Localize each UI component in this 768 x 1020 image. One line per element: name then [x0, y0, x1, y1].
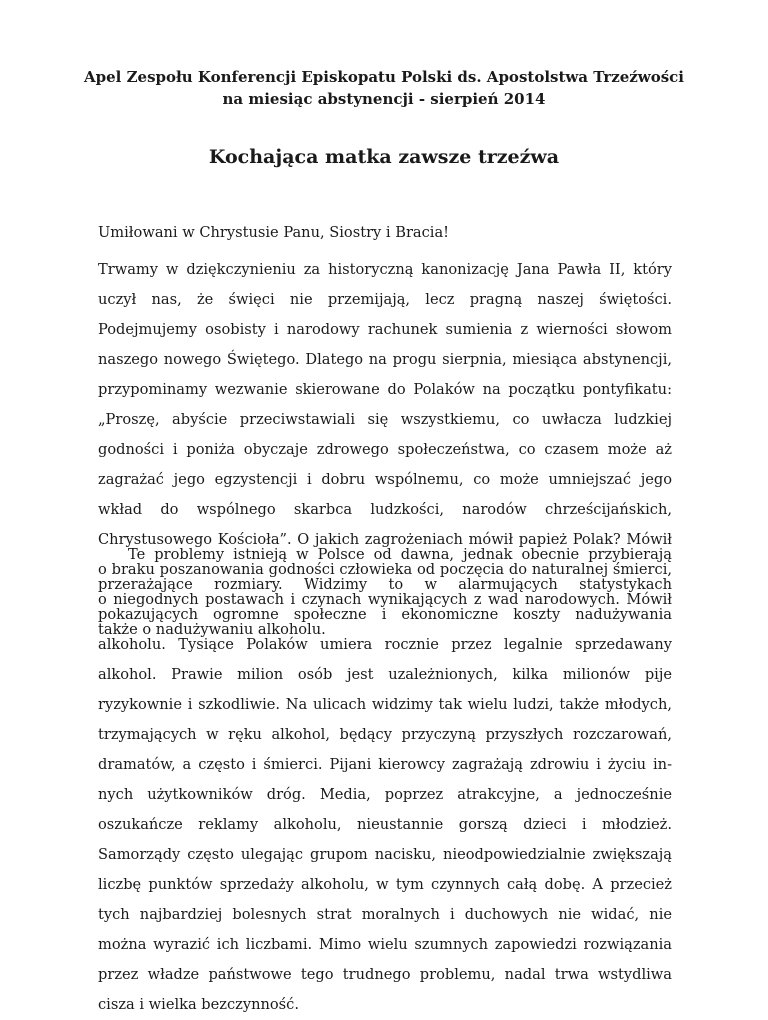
salutation: Umiłowani w Chrystusie Panu, Siostry i Bracia! — [98, 224, 450, 241]
document-title: Kochająca matka zawsze trzeźwa — [208, 146, 560, 168]
paragraph-1: Trwamy w dziękczynieniu za historyczną kanonizację Jana Pawła II, który uczył nas, że święci nie przemijają, lecz pragną naszej świętości. Podejmujemy osobisty i narodowy rachunek sumienia z wierności słowom naszego nowego Świętego. Dlatego na progu sierpnia, miesiąca abstynencji, przypominamy wezwanie skierowane do Polaków na początku pontyfikatu: „Proszę, abyście przeciwstawiali się wszystkiemu, co uwłacza ludzkiej godności i poniża obyczaje zdrowego społeczeństwa, co czasem może aż zagrażać jego egzystencji i dobru wspólnemu, co może umniejszać jego wkład do wspólnego skarbca ludzkości, narodów chrześcijańskich, Chrystusowego Kościoła”. O jakich zagrożeniach mówił papież Polak? Mówił o braku poszanowania godności człowieka od poczęcia do naturalnej śmierci, o niegodnych postawach i czynach wynikających z wad narodowych. Mówił także o nadużywaniu alkoholu. — [98, 261, 672, 638]
paragraph-2: Te problemy istnieją w Polsce od dawna, jednak obecnie przybierają przerażające rozmiary. Widzimy to w alarmujących statystykach pokazujących ogromne społeczne i ekonomiczne koszty nadużywania alkoholu. Tysiące Polaków umiera rocznie przez legalnie sprzedawany alkohol. Prawie milion osób jest uzależnionych, kilka milionów pije ryzykownie i szkodliwie. Na ulicach widzimy tak wielu ludzi, także młodych, trzymających w ręku alkohol, będący przyczyną przyszłych rozczarowań, dramatów, a często i śmierci. Pijani kierowcy zagrażają zdrowiu i życiu innych użytkowników dróg. Media, poprzez atrakcyjne, a jednocześnie oszukańcze reklamy alkoholu, nieustannie gorszą dzieci i młodzież. Samorządy często ulegając grupom nacisku, nieodpowiedzialnie zwiększają liczbę punktów sprzedaży alkoholu, w tym czynnych całą dobę. A przecież tych najbardziej bolesnych strat moralnych i duchowych nie widać, nie można wyrazić ich liczbami. Mimo wielu szumnych zapowiedzi rozwiązania przez władze państwowe tego trudnego problemu, nadal trwa wstydliwa cisza i wielka bezczynność. — [98, 546, 672, 1013]
document-header — [60, 66, 708, 110]
header-line-1: Apel Zespołu Konferencji Episkopatu Polski ds. Apostolstwa Trzeźwości — [84, 68, 684, 86]
header-line-2: na miesiąc abstynencji - sierpień 2014 — [222, 90, 546, 108]
